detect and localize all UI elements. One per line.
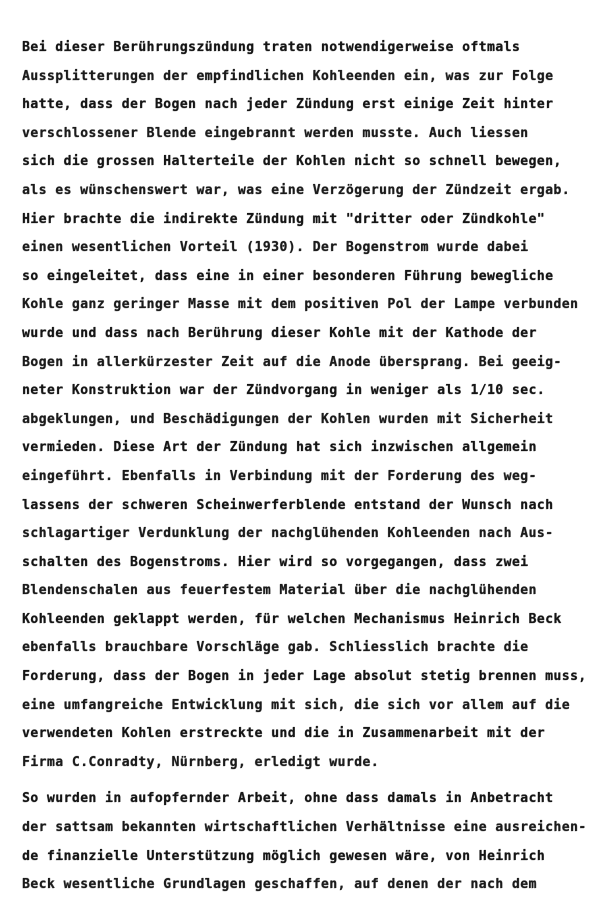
- text-line: So wurden in aufopfernder Arbeit, ohne dass damals in Anbetracht: [22, 791, 554, 807]
- text-line: de finanzielle Unterstützung möglich gewesen wäre, von Heinrich: [22, 848, 546, 864]
- text-line: als es wünschenswert war, was eine Verzögerung der Zündzeit ergab.: [22, 182, 571, 198]
- text-line: Blendenschalen aus feuerfestem Material über die nachglühenden: [22, 583, 537, 599]
- text-line: sich die grossen Halterteile der Kohlen nicht so schnell bewegen,: [22, 154, 562, 170]
- text-line: Beck wesentliche Grundlagen geschaffen, auf denen der nach dem: [22, 877, 537, 893]
- document-text-column: [22, 34, 587, 900]
- text-line: lassens der schweren Scheinwerferblende entstand der Wunsch nach: [22, 497, 554, 513]
- text-line: Aussplitterungen der empfindlichen Kohleenden ein, was zur Folge: [22, 68, 554, 84]
- text-line: so eingeleitet, dass eine in einer besonderen Führung bewegliche: [22, 268, 554, 284]
- text-line: abgeklungen, und Beschädigungen der Kohlen wurden mit Sicherheit: [22, 411, 554, 427]
- text-line: hatte, dass der Bogen nach jeder Zündung erst einige Zeit hinter: [22, 97, 554, 113]
- text-line: eine umfangreiche Entwicklung mit sich, die sich vor allem auf die: [22, 697, 571, 713]
- text-line: Forderung, dass der Bogen in jeder Lage absolut stetig brennen muss,: [22, 669, 587, 685]
- text-line: Kohle ganz geringer Masse mit dem positiven Pol der Lampe verbunden: [22, 297, 579, 313]
- text-line: verschlossener Blende eingebrannt werden musste. Auch liessen: [22, 125, 529, 141]
- text-line: verwendeten Kohlen erstreckte und die in Zusammenarbeit mit der: [22, 726, 546, 742]
- text-line: schlagartiger Verdunklung der nachglühenden Kohleenden nach Aus-: [22, 526, 554, 542]
- paragraph-1: [22, 34, 587, 777]
- text-line: ebenfalls brauchbare Vorschläge gab. Schliesslich brachte die: [22, 640, 529, 656]
- text-line: Kohleenden geklappt werden, für welchen Mechanismus Heinrich Beck: [22, 611, 562, 627]
- text-line: neter Konstruktion war der Zündvorgang in weniger als 1/10 sec.: [22, 383, 546, 399]
- text-line: wurde und dass nach Berührung dieser Kohle mit der Kathode der: [22, 325, 537, 341]
- text-line: Firma C.Conradty, Nürnberg, erledigt wurde.: [22, 754, 380, 770]
- text-line: Bei dieser Berührungszündung traten notwendigerweise oftmals: [22, 40, 521, 55]
- text-line: eingeführt. Ebenfalls in Verbindung mit der Forderung des weg-: [22, 468, 537, 484]
- text-line: schalten des Bogenstroms. Hier wird so vorgegangen, dass zwei: [22, 554, 529, 570]
- text-line: Hier brachte die indirekte Zündung mit "dritter oder Zündkohle": [22, 211, 546, 227]
- paragraph-2: [22, 785, 587, 899]
- text-line: vermieden. Diese Art der Zündung hat sich inzwischen allgemein: [22, 440, 537, 456]
- text-line: der sattsam bekannten wirtschaftlichen Verhältnisse eine ausreichen-: [22, 820, 587, 836]
- text-line: Bogen in allerkürzester Zeit auf die Anode übersprang. Bei geeig-: [22, 354, 562, 370]
- text-line: einen wesentlichen Vorteil (1930). Der Bogenstrom wurde dabei: [22, 240, 529, 256]
